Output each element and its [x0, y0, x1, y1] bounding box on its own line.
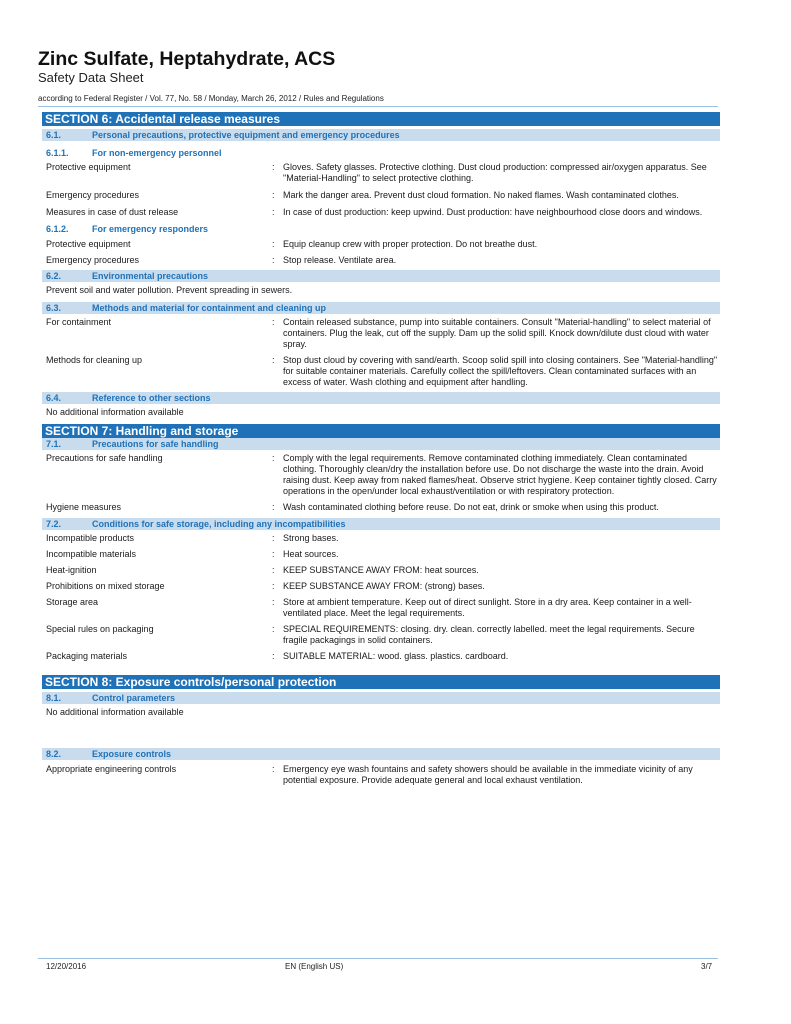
- subsection-label: For non-emergency personnel: [92, 148, 222, 158]
- property-colon: :: [272, 549, 275, 559]
- property-value: Gloves. Safety glasses. Protective clothing. Dust cloud production: compressed air/oxygen apparatus. See "Material-Handling" to select protective clothing.: [283, 162, 707, 183]
- property-label: Precautions for safe handling: [46, 453, 163, 463]
- property-row: [42, 651, 720, 662]
- property-colon: :: [272, 162, 275, 172]
- subsection-6-4: [42, 392, 720, 404]
- document-subtitle: Safety Data Sheet: [38, 70, 144, 85]
- property-row: [42, 565, 720, 576]
- property-value: Wash contaminated clothing before reuse. Do not eat, drink or smoke when using this product.: [283, 502, 659, 512]
- storage-rows: [42, 533, 720, 662]
- footer-language: EN (English US): [285, 962, 344, 971]
- property-row: [42, 317, 720, 350]
- subsection-8-2: [42, 748, 720, 760]
- property-colon: :: [272, 533, 275, 543]
- property-row: [42, 581, 720, 592]
- property-label: Heat-ignition: [46, 565, 97, 575]
- property-value: Equip cleanup crew with proper protection. Do not breathe dust.: [283, 239, 538, 249]
- subsection-6-1: [42, 129, 720, 141]
- property-label: Protective equipment: [46, 162, 131, 172]
- property-value: Heat sources.: [283, 549, 339, 559]
- property-row: [42, 207, 720, 218]
- subsection-8-1: [42, 692, 720, 704]
- property-colon: :: [272, 207, 275, 217]
- property-label: Packaging materials: [46, 651, 128, 661]
- subsection-number: 6.4.: [46, 393, 62, 403]
- property-label: Emergency procedures: [46, 255, 140, 265]
- property-row: [42, 624, 720, 646]
- property-label: Measures in case of dust release: [46, 207, 179, 217]
- header-divider: [38, 106, 718, 107]
- footer-date: 12/20/2016: [46, 962, 87, 971]
- document-body: [42, 112, 720, 786]
- subsection-number: 6.1.: [46, 130, 62, 140]
- property-colon: :: [272, 317, 275, 327]
- property-label: Incompatible products: [46, 533, 135, 543]
- property-value: Stop dust cloud by covering with sand/earth. Scoop solid spill into closing containers. See "Material-handling" for suitable container materials. Carefully collect the spill/leftovers. Clean contaminated surfaces with an excess of water. Wash clothing and equipment after handling.: [283, 355, 718, 387]
- property-colon: :: [272, 239, 275, 249]
- subsection-label: For emergency responders: [92, 224, 209, 234]
- subsection-label: Conditions for safe storage, including any incompatibilities: [92, 519, 346, 529]
- property-row: [42, 549, 720, 560]
- reference-text: No additional information available: [46, 407, 184, 417]
- property-colon: :: [272, 651, 275, 661]
- property-colon: :: [272, 255, 275, 265]
- property-colon: :: [272, 502, 275, 512]
- environmental-text: Prevent soil and water pollution. Prevent spreading in sewers.: [46, 285, 293, 295]
- property-row: [42, 255, 720, 266]
- property-value: Contain released substance, pump into suitable containers. Consult "Material-handling" to select material of containers. Plug the leak, cut off the supply. Dam up the solid spill. Knock down/dilute dust cloud with water spray.: [283, 317, 711, 349]
- property-colon: :: [272, 624, 275, 634]
- subsection-6-2: [42, 270, 720, 282]
- regulation-reference: according to Federal Register / Vol. 77, No. 58 / Monday, March 26, 2012 / Rules and Regulations: [38, 94, 384, 103]
- property-value: SPECIAL REQUIREMENTS: closing. dry. clean. correctly labelled. meet the legal requirements. Secure fragile packagings in solid containers.: [283, 624, 695, 645]
- section-6-header: SECTION 6: Accidental release measures: [42, 112, 720, 126]
- subsection-number: 6.1.2.: [46, 224, 69, 234]
- subsection-6-3: [42, 302, 720, 314]
- subsection-number: 6.2.: [46, 271, 62, 281]
- property-label: For containment: [46, 317, 112, 327]
- subsection-label: Methods and material for containment and cleaning up: [92, 303, 327, 313]
- subsection-label: Environmental precautions: [92, 271, 209, 281]
- property-colon: :: [272, 355, 275, 365]
- property-value: Strong bases.: [283, 533, 339, 543]
- non-emergency-rows: [42, 162, 720, 218]
- subsection-number: 6.3.: [46, 303, 62, 313]
- exposure-control-rows: [42, 764, 720, 786]
- property-value: KEEP SUBSTANCE AWAY FROM: (strong) bases.: [283, 581, 485, 591]
- footer-page-number: 3/7: [701, 962, 713, 971]
- property-value: Mark the danger area. Prevent dust cloud formation. No naked flames. Wash contaminated clothes.: [283, 190, 679, 200]
- subsection-label: Precautions for safe handling: [92, 439, 219, 449]
- control-parameters-text: No additional information available: [46, 707, 184, 717]
- property-row: [42, 453, 720, 497]
- section-7-header: SECTION 7: Handling and storage: [42, 424, 720, 438]
- property-row: [42, 162, 720, 184]
- subsection-7-2: [42, 518, 720, 530]
- safe-handling-rows: [42, 453, 720, 513]
- subsection-label: Reference to other sections: [92, 393, 211, 403]
- subsection-6-1-2: [42, 223, 720, 235]
- property-label: Emergency procedures: [46, 190, 140, 200]
- property-value: In case of dust production: keep upwind. Dust production: have neighbourhood close doors and windows.: [283, 207, 703, 217]
- property-colon: :: [272, 453, 275, 463]
- property-value: SUITABLE MATERIAL: wood. glass. plastics. cardboard.: [283, 651, 509, 661]
- property-row: [42, 355, 720, 388]
- property-colon: :: [272, 190, 275, 200]
- subsection-label: Exposure controls: [92, 749, 172, 759]
- property-label: Hygiene measures: [46, 502, 122, 512]
- subsection-number: 8.2.: [46, 749, 62, 759]
- property-label: Incompatible materials: [46, 549, 137, 559]
- subsection-number: 6.1.1.: [46, 148, 69, 158]
- property-label: Methods for cleaning up: [46, 355, 143, 365]
- document-title: Zinc Sulfate, Heptahydrate, ACS: [38, 48, 336, 70]
- subsection-label: Personal precautions, protective equipment and emergency procedures: [92, 130, 400, 140]
- property-value: KEEP SUBSTANCE AWAY FROM: heat sources.: [283, 565, 479, 575]
- property-value: Comply with the legal requirements. Remove contaminated clothing immediately. Clean contaminated clothing. Thoroughly clean/dry the installation before use. Do not discharge the waste into the drain. Avoid raising dust. Keep away from naked flames/heat. Observe strict hygiene. Keep container tightly closed. Carry operations in the open/under local exhaust/ventilation or with respiratory protection.: [283, 453, 717, 496]
- footer-divider: [38, 958, 718, 959]
- containment-rows: [42, 317, 720, 388]
- subsection-number: 7.2.: [46, 519, 62, 529]
- property-label: Special rules on packaging: [46, 624, 154, 634]
- property-label: Storage area: [46, 597, 99, 607]
- property-value: Emergency eye wash fountains and safety showers should be available in the immediate vicinity of any potential exposure. Provide adequate general and local exhaust ventilation.: [283, 764, 693, 785]
- property-row: [42, 190, 720, 201]
- subsection-number: 8.1.: [46, 693, 62, 703]
- property-row: [42, 764, 720, 786]
- property-value: Store at ambient temperature. Keep out of direct sunlight. Store in a dry area. Keep container in a well-ventilated place. Meet the legal requirements.: [283, 597, 692, 618]
- property-row: [42, 597, 720, 619]
- property-colon: :: [272, 597, 275, 607]
- property-label: Appropriate engineering controls: [46, 764, 177, 774]
- property-colon: :: [272, 565, 275, 575]
- subsection-label: Control parameters: [92, 693, 176, 703]
- property-label: Protective equipment: [46, 239, 131, 249]
- subsection-number: 7.1.: [46, 439, 62, 449]
- property-row: [42, 533, 720, 544]
- property-row: [42, 239, 720, 250]
- property-value: Stop release. Ventilate area.: [283, 255, 397, 265]
- property-colon: :: [272, 764, 275, 774]
- property-row: [42, 502, 720, 513]
- emergency-responder-rows: [42, 239, 720, 266]
- subsection-6-1-1: [42, 147, 720, 159]
- property-label: Prohibitions on mixed storage: [46, 581, 165, 591]
- section-8-header: SECTION 8: Exposure controls/personal protection: [42, 675, 720, 689]
- subsection-7-1: [42, 438, 720, 450]
- property-colon: :: [272, 581, 275, 591]
